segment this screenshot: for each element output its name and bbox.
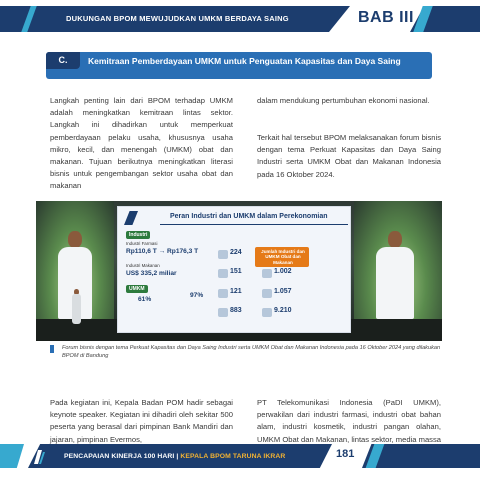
section-title: Kemitraan Pemberdayaan UMKM untuk Penguatan Kapasitas dan Daya Saing xyxy=(88,56,401,66)
bpom-logo-icon xyxy=(28,444,48,468)
paragraph-1: Langkah penting lain dari BPOM terhadap UMKM adalah meningkatkan kemitraan lintas sektor. Langkah ini dihadirkan untuk memperkuat pemberdayaan pelaku usaha, khususnya usaha mikro, kecil, dan menengah (UMKM) obat dan makanan. Tujuan berikutnya meningkatkan literasi bisnis untuk pengembangan sektor usaha obat dan makanan xyxy=(50,96,233,191)
slide-tag-industri: Industri xyxy=(126,231,150,239)
bpom-logo-icon xyxy=(124,211,138,225)
stat-icon xyxy=(262,308,272,317)
slide-makanan-value: US$ 335,2 miliar xyxy=(126,270,177,277)
footer-text-main: PENCAPAIAN KINERJA 100 HARI xyxy=(64,453,175,460)
stat-icon xyxy=(218,269,228,278)
header-title: DUKUNGAN BPOM MEWUJUDKAN UMKM BERDAYA SAING xyxy=(66,14,289,23)
slide-stat-3: 1.002 xyxy=(274,268,292,275)
paragraph-4: Pada kegiatan ini, Kepala Badan POM hadir sebagai keynote speaker. Kegiatan ini dihadiri oleh sekitar 500 peserta yang berasal dari pimpinan Bank Mandiri dan jajaran, pimpinan Evermos, xyxy=(50,398,233,444)
slide-orange-text: Jumlah Industri dan UMKM Obat dan Makanan xyxy=(261,249,305,265)
slide-stat-4: 121 xyxy=(230,288,242,295)
slide-stat-6: 883 xyxy=(230,307,242,314)
chapter-label: BAB III xyxy=(358,9,414,26)
slide-umkm-pct-2: 97% xyxy=(190,292,204,299)
slide-stat-5: 1.057 xyxy=(274,288,292,295)
page-footer xyxy=(0,441,480,480)
stat-icon xyxy=(218,250,228,259)
slide-umkm-pct-1: 61% xyxy=(138,296,152,303)
stat-icon xyxy=(218,289,228,298)
presentation-slide xyxy=(117,206,351,333)
slide-title-rule xyxy=(160,224,348,225)
slide-tag-umkm: UMKM xyxy=(126,285,148,293)
page-number: 181 xyxy=(336,448,355,460)
paragraph-3: Terkait hal tersebut BPOM melaksanakan forum bisnis dengan tema Perkuat Kapasitas dan Daya Saing Industri serta UMKM Obat dan Makanan Indonesia pada 16 Oktober 2024. xyxy=(257,133,441,179)
slide-stat-2: 151 xyxy=(230,268,242,275)
paragraph-2: dalam mendukung pertumbuhan ekonomi nasional. xyxy=(257,96,430,105)
footer-left-accent xyxy=(0,444,24,468)
slide-stat-1: 224 xyxy=(230,249,242,256)
slide-farmasi-value: Rp110,6 T → Rp176,3 T xyxy=(126,248,199,255)
paragraph-5: PT Telekomunikasi Indonesia (PaDI UMKM), perwakilan dari industri farmasi, industri obat bahan alam, industri kosmetik, industri pangan olahan, UMKM Obat dan Makanan, lintas sektor, media massa xyxy=(257,398,441,444)
caption-marker xyxy=(50,345,54,353)
stat-icon xyxy=(218,308,228,317)
stat-icon xyxy=(262,269,272,278)
slide-title: Peran Industri dan UMKM dalam Perekonomian xyxy=(170,213,328,220)
photo-caption: Forum bisnis dengan tema Perkuat Kapasitas dan Daya Saing Industri serta UMKM Obat dan Makanan Indonesia pada 16 Oktober 2024 yang dilakukan BPOM di Bandung xyxy=(62,345,441,359)
stat-icon xyxy=(262,289,272,298)
event-photo xyxy=(36,201,442,341)
footer-text-separator: | xyxy=(174,453,181,460)
slide-stat-7: 9.210 xyxy=(274,307,292,314)
section-letter: C. xyxy=(46,52,80,69)
slide-makanan-label: Industri Makanan xyxy=(126,263,160,268)
footer-text xyxy=(64,453,285,460)
footer-text-highlight: KEPALA BPOM TARUNA IKRAR xyxy=(180,453,286,460)
page-header xyxy=(0,0,480,40)
slide-farmasi-label: Industri Farmasi xyxy=(126,241,158,246)
